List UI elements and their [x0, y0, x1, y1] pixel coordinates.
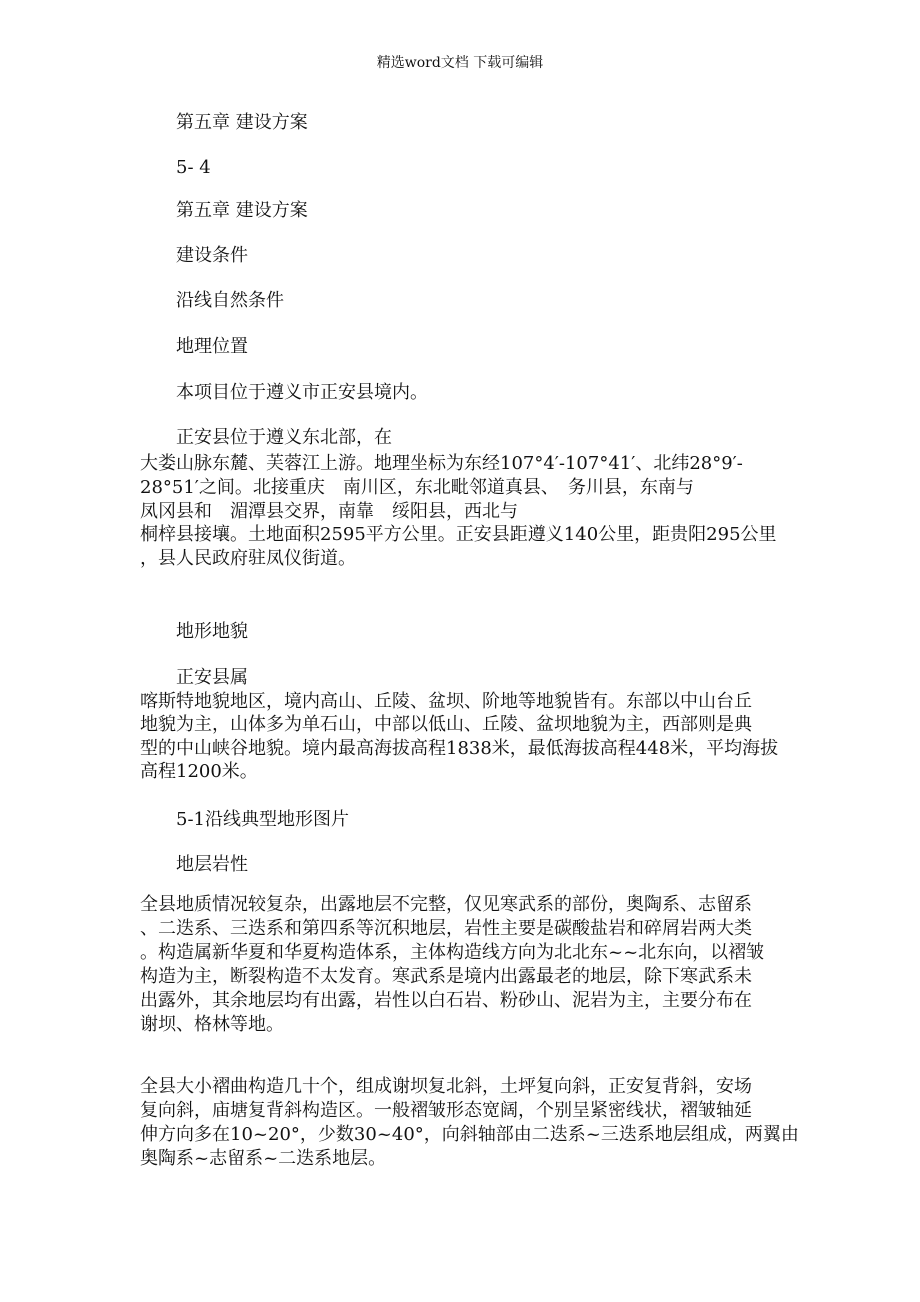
section-heading: 地层岩性 [176, 854, 248, 875]
paragraph-line: 型的中山峡谷地貌。境内最高海拔高程1838米，最低海拔高程448米，平均海拔 [140, 738, 779, 759]
paragraph-line: 正安县位于遵义东北部，在 [176, 427, 392, 448]
paragraph-line: 伸方向多在10~20°，少数30~40°，向斜轴部由二迭系~三迭系地层组成，两翼由 [140, 1124, 799, 1145]
paragraph-line: 高程1200米。 [140, 761, 258, 782]
paragraph-line: 构造为主，断裂构造不太发育。寒武系是境内出露最老的地层，除下寒武系未 [140, 966, 752, 987]
paragraph-line: 大娄山脉东麓、芙蓉江上游。地理坐标为东经107°4′-107°41′、北纬28°9′- [140, 453, 743, 474]
paragraph-line: 出露外，其余地层均有出露，岩性以白石岩、粉砂山、泥岩为主，主要分布在 [140, 990, 752, 1011]
paragraph-line: 复向斜，庙塘复背斜构造区。一般褶皱形态宽阔，个别呈紧密线状，褶皱轴延 [140, 1100, 752, 1121]
section-heading: 地形地貌 [176, 621, 248, 642]
page-header: 精选word文档 下载可编辑 [376, 55, 544, 71]
paragraph-line: 正安县属 [176, 667, 248, 688]
paragraph-line: 全县地质情况较复杂，出露地层不完整，仅见寒武系的部份，奥陶系、志留系 [140, 894, 752, 915]
paragraph-line: 喀斯特地貌地区，境内高山、丘陵、盆坝、阶地等地貌皆有。东部以中山台丘 [140, 691, 752, 712]
paragraph-line: 28°51′之间。北接重庆 南川区，东北毗邻道真县、 务川县，东南与 [140, 477, 694, 498]
paragraph-line: 桐梓县接壤。土地面积2595平方公里。正安县距遵义140公里，距贵阳295公里 [140, 524, 777, 545]
figure-caption: 5-1沿线典型地形图片 [176, 809, 349, 830]
paragraph-line: 地貌为主，山体多为单石山，中部以低山、丘陵、盆坝地貌为主，西部则是典 [140, 714, 752, 735]
paragraph-line: 。构造属新华夏和华夏构造体系，主体构造线方向为北北东~~北东向，以褶皱 [140, 942, 765, 963]
chapter-heading: 第五章 建设方案 [176, 112, 308, 133]
section-number: 5- 4 [176, 157, 211, 178]
paragraph-line: 本项目位于遵义市正安县境内。 [176, 382, 428, 403]
section-heading: 沿线自然条件 [176, 290, 284, 311]
paragraph-line: 奥陶系~志留系~二迭系地层。 [140, 1148, 387, 1169]
paragraph-line: 全县大小褶曲构造几十个，组成谢坝复北斜，土坪复向斜，正安复背斜，安场 [140, 1076, 752, 1097]
paragraph-line: 谢坝、格林等地。 [140, 1014, 284, 1035]
paragraph-line: ，县人民政府驻凤仪街道。 [140, 548, 356, 569]
section-heading: 建设条件 [176, 245, 248, 266]
paragraph-line: 、二迭系、三迭系和第四系等沉积地层，岩性主要是碳酸盐岩和碎屑岩两大类 [140, 918, 752, 939]
paragraph-line: 凤冈县和 湄潭县交界，南靠 绥阳县，西北与 [140, 501, 518, 522]
chapter-heading: 第五章 建设方案 [176, 200, 308, 221]
section-heading: 地理位置 [176, 336, 248, 357]
